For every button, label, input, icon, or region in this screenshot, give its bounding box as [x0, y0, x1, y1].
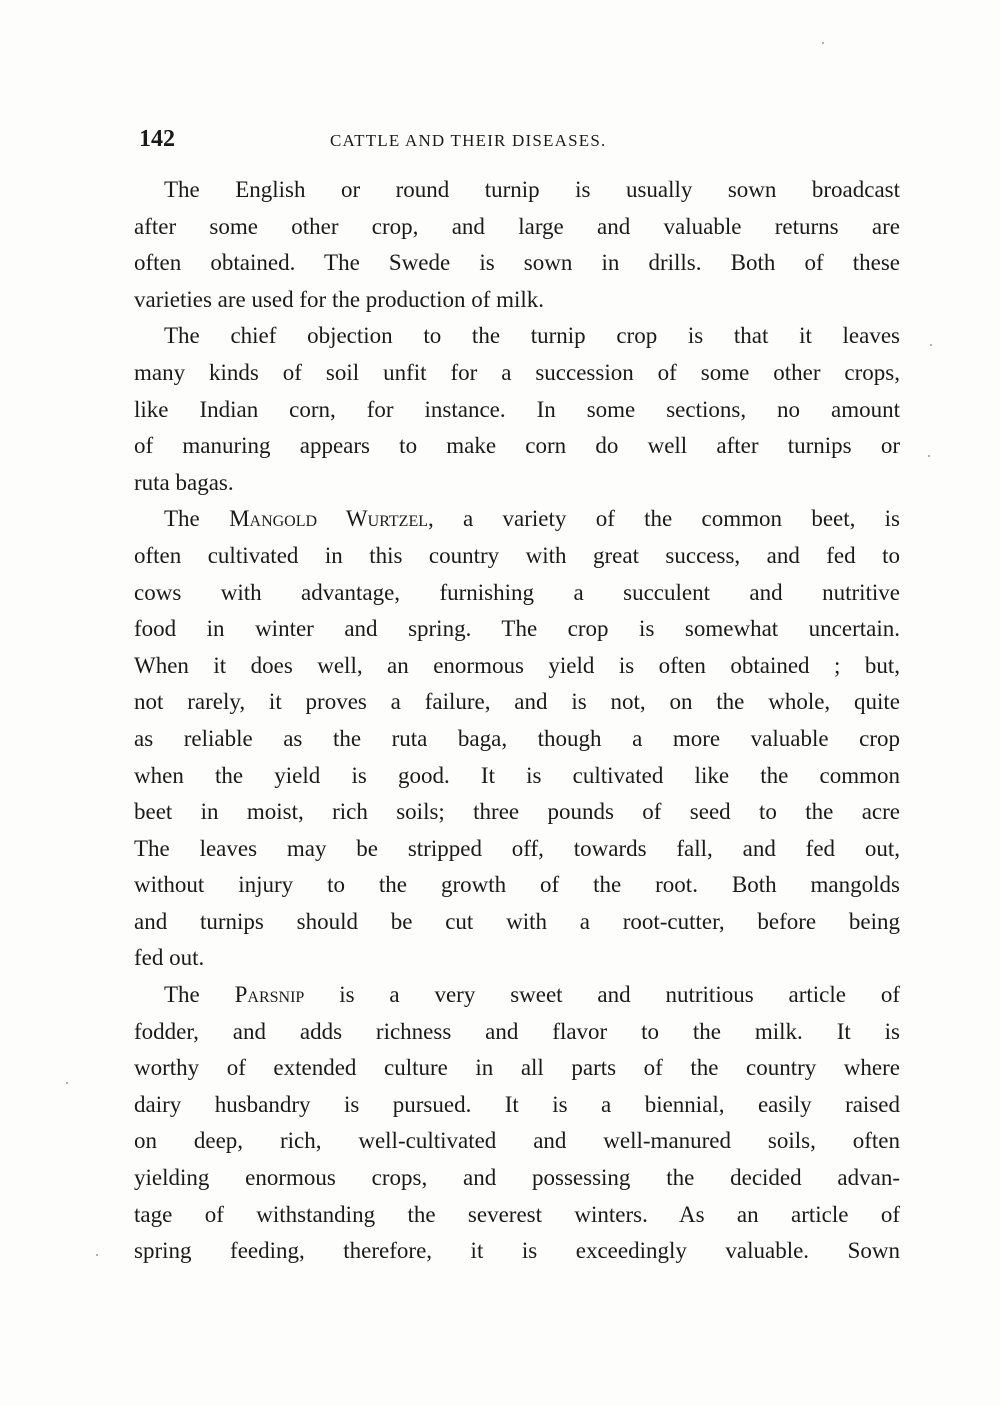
running-title: CATTLE AND THEIR DISEASES.	[330, 131, 607, 150]
line-text: , a variety of the common beet, is	[428, 506, 901, 532]
line-text: without injury to the growth of the root. Both mangolds	[134, 872, 900, 898]
line-text: often cultivated in this country with great success, and fed to	[134, 542, 900, 568]
line-text: of manuring appears to make corn do well after turnips or	[134, 433, 900, 459]
line-text: The chief objection to the turnip crop is that it leaves	[164, 323, 900, 349]
line-text: The English or round turnip is usually sown broadcast	[164, 177, 900, 202]
line-text: as reliable as the ruta baga, though a more valuable crop	[134, 725, 900, 751]
text-line	[134, 611, 900, 648]
small-caps-term: Mangold Wurtzel	[229, 506, 429, 532]
text-line	[134, 1197, 900, 1234]
text-line	[134, 1123, 900, 1160]
line-prefix: The	[164, 982, 235, 1008]
line-text: yielding enormous crops, and possessing the decided advan-	[134, 1165, 900, 1191]
text-line	[134, 977, 900, 1014]
text-line	[134, 1014, 900, 1051]
text-line	[134, 794, 900, 831]
line-text: tage of withstanding the severest winters. As an article of	[134, 1201, 900, 1227]
page-number: 142	[139, 126, 175, 152]
line-text: The leaves may be stripped off, towards fall, and fed out,	[134, 835, 900, 861]
text-line	[134, 282, 900, 319]
line-text: fodder, and adds richness and flavor to the milk. It is	[134, 1018, 900, 1044]
line-text: not rarely, it proves a failure, and is not, on the whole, quite	[134, 689, 900, 715]
line-text: like Indian corn, for instance. In some sections, no amount	[134, 396, 900, 422]
text-line	[134, 1233, 900, 1270]
line-text: food in winter and spring. The crop is somewhat uncertain.	[134, 616, 900, 642]
text-line	[134, 501, 900, 538]
scan-speck	[928, 455, 930, 457]
line-text: when the yield is good. It is cultivated like the common	[134, 762, 900, 788]
line-prefix: The	[164, 506, 230, 532]
line-text: spring feeding, therefore, it is exceedingly valuable. Sown	[134, 1238, 900, 1264]
line-text: and turnips should be cut with a root-cutter, before being	[134, 908, 900, 934]
line-text: worthy of extended culture in all parts of the country where	[134, 1055, 900, 1081]
line-text: ruta bagas.	[134, 469, 234, 495]
line-text: often obtained. The Swede is sown in drills. Both of these	[134, 250, 900, 276]
text-line	[134, 1050, 900, 1087]
line-text: varieties are used for the production of milk.	[134, 286, 545, 312]
scan-speck	[822, 42, 824, 44]
text-line	[134, 758, 900, 795]
line-text: beet in moist, rich soils; three pounds of seed to the acre	[134, 799, 900, 825]
line-text: cows with advantage, furnishing a succulent and nutritive	[134, 579, 900, 605]
text-line	[134, 1087, 900, 1124]
text-line	[134, 245, 900, 282]
text-line	[134, 209, 900, 246]
line-text: is a very sweet and nutritious article of	[304, 982, 900, 1008]
line-text: after some other crop, and large and valuable returns are	[134, 213, 900, 239]
line-text: many kinds of soil unfit for a succession of some other crops,	[134, 359, 900, 385]
scan-speck	[66, 1082, 68, 1084]
scan-speck	[930, 344, 932, 346]
text-line	[134, 684, 900, 721]
text-line	[134, 172, 900, 209]
text-line	[134, 867, 900, 904]
text-line	[134, 318, 900, 355]
text-line	[134, 940, 900, 977]
line-text: When it does well, an enormous yield is often obtained ; but,	[134, 652, 900, 678]
small-caps-term: Parsnip	[234, 982, 305, 1008]
text-line	[134, 648, 900, 685]
text-line	[134, 465, 900, 502]
body-text	[134, 172, 900, 1270]
text-line	[134, 831, 900, 868]
text-line	[134, 428, 900, 465]
text-line	[134, 904, 900, 941]
scan-speck	[96, 1254, 98, 1256]
text-line	[134, 721, 900, 758]
line-text: fed out.	[134, 945, 205, 971]
text-line	[134, 355, 900, 392]
text-line	[134, 392, 900, 429]
text-line	[134, 1160, 900, 1197]
text-line	[134, 575, 900, 612]
line-text: on deep, rich, well-cultivated and well-manured soils, often	[134, 1128, 900, 1154]
text-line	[134, 538, 900, 575]
line-text: dairy husbandry is pursued. It is a biennial, easily raised	[134, 1091, 900, 1117]
